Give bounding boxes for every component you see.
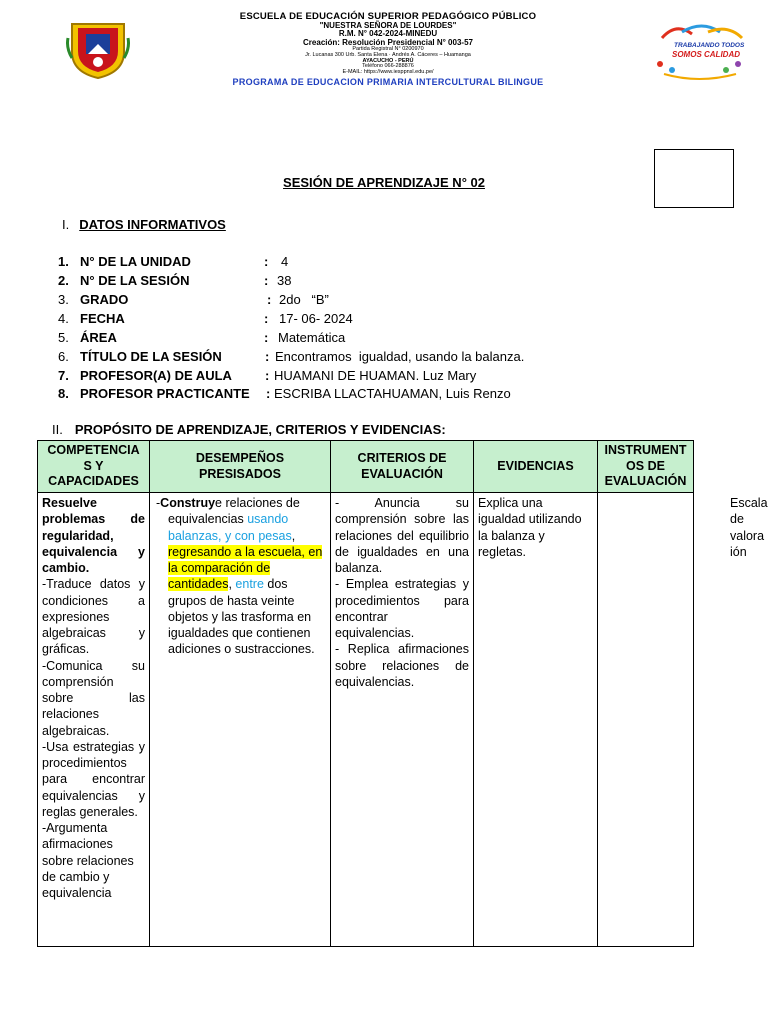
info-colon: : xyxy=(264,330,269,345)
email-line: E-MAIL: https://www.iesppnsl.edu.pe/ xyxy=(342,69,434,76)
evidencia-text: Explica una igualdad utilizando la balanza y regletas. xyxy=(478,496,582,559)
info-value: 4 xyxy=(281,254,289,269)
info-value: 2do “B” xyxy=(279,292,329,307)
rm-line: R.M. N° 042-2024-MINEDU xyxy=(338,29,438,39)
desempeno-part: , xyxy=(291,528,296,543)
info-label: N° DE LA UNIDAD xyxy=(80,254,191,269)
instrumento-overflow-text xyxy=(730,495,768,560)
desempeno-blue-text: usando balanzas, y con pesas xyxy=(168,512,292,543)
info-num: 6. xyxy=(58,349,69,364)
desempeno-text xyxy=(154,495,326,658)
instrumento-line: Escala xyxy=(730,496,768,510)
info-label: FECHA xyxy=(80,311,125,326)
info-label: N° DE LA SESIÓN xyxy=(80,273,190,288)
header-instrumentos: INSTRUMENT OS DE EVALUACIÓN xyxy=(598,441,694,493)
header-evidencias: EVIDENCIAS xyxy=(474,441,598,493)
slogan-line-1: TRABAJANDO TODOS xyxy=(674,42,745,49)
desempeno-highlight-text: regresando a la escuela, en la comparación de cantidades xyxy=(168,544,323,592)
address-line: Jr. Lucanas 300 Urb. Santa Elena · Andrés A. Cáceres – Huamanga xyxy=(305,51,471,58)
desempeno-blue-text: entre xyxy=(235,577,264,592)
table-row xyxy=(38,493,694,947)
criterios-cell xyxy=(331,493,474,947)
info-label: TÍTULO DE LA SESIÓN xyxy=(80,349,222,364)
info-colon: : xyxy=(264,311,269,326)
info-colon: : xyxy=(265,368,270,383)
info-label: PROFESOR(A) DE AULA xyxy=(80,368,232,383)
capacidad-item: -Usa estrategias y procedimientos para encontrar equivalencias y reglas generales. xyxy=(42,739,145,819)
desempeno-dash: - xyxy=(156,496,161,510)
info-num: 3. xyxy=(58,292,69,307)
competencias-cell xyxy=(38,493,150,947)
info-colon: : xyxy=(264,273,269,288)
criterio-item: - Replica afirmaciones sobre relaciones de equivalencias. xyxy=(335,642,469,689)
registry-line: Partida Registral N° 0200970 xyxy=(352,46,424,53)
institution-crest-logo xyxy=(66,18,130,80)
desempeno-part: dos grupos de hasta veinte objetos y las trasforma en igualdades que contienen adiciones o sustracciones. xyxy=(168,577,315,657)
creation-line: Creación: Resolución Presidencial N° 003-57 xyxy=(303,37,473,47)
header-criterios: CRITERIOS DE EVALUACIÓN xyxy=(331,441,474,493)
learning-purpose-table xyxy=(37,440,694,947)
header-competencias: COMPETENCIA S Y CAPACIDADES xyxy=(38,441,150,493)
section-1-heading xyxy=(62,217,226,232)
session-title: SESIÓN DE APRENDIZAJE N° 02 xyxy=(283,175,485,190)
section-1-number: I. xyxy=(62,217,70,232)
info-num: 8. xyxy=(58,386,69,401)
info-value: 38 xyxy=(277,273,292,288)
desempeno-cell xyxy=(150,493,331,947)
instrumento-line: ión xyxy=(730,544,747,559)
capacidad-item: -Traduce datos y condiciones a expresiones algebraicas y gráficas. xyxy=(42,577,145,657)
info-num: 4. xyxy=(58,311,69,326)
institution-header xyxy=(200,12,576,87)
slogan-line-2: SOMOS CALIDAD xyxy=(672,50,740,59)
info-value: Encontramos igualdad, usando la balanza. xyxy=(275,349,525,364)
program-line: PROGRAMA DE EDUCACION PRIMARIA INTERCULTURAL BILINGUE xyxy=(232,76,544,87)
info-num: 1. xyxy=(58,254,69,269)
info-colon: : xyxy=(265,349,270,364)
desempeno-part: e relaciones de equivalencias xyxy=(168,496,300,527)
table-header-row xyxy=(38,441,694,493)
competencia-title: Resuelve problemas de regularidad, equivalencia y cambio. xyxy=(42,496,145,575)
evidencias-cell xyxy=(474,493,598,947)
info-value: ESCRIBA LLACTAHUAMAN, Luis Renzo xyxy=(274,386,511,401)
section-1-title: DATOS INFORMATIVOS xyxy=(79,217,226,232)
instrumento-line: de xyxy=(730,512,744,527)
info-label: ÁREA xyxy=(80,330,117,345)
school-name-line: "NUESTRA SEÑORA DE LOURDES" xyxy=(319,20,457,30)
section-2-title: PROPÓSITO DE APRENDIZAJE, CRITERIOS Y EVIDENCIAS: xyxy=(74,422,446,437)
info-label: GRADO xyxy=(80,292,129,307)
info-colon: : xyxy=(267,292,272,307)
slogan-logo xyxy=(652,24,746,82)
section-2-heading xyxy=(52,422,446,437)
desempeno-verb: Construy xyxy=(160,496,216,510)
info-value: HUAMANI DE HUAMAN. Luz Mary xyxy=(274,368,477,383)
info-value: Matemática xyxy=(278,330,346,345)
info-colon: : xyxy=(266,386,271,401)
info-colon: : xyxy=(264,254,269,269)
city-line: AYACUCHO - PERÚ xyxy=(362,57,414,64)
criterio-item: - Emplea estrategias y procedimientos para encontrar equivalencias. xyxy=(335,577,469,640)
info-num: 2. xyxy=(58,273,69,288)
capacidad-item: -Argumenta afirmaciones sobre relaciones de cambio y equivalencia xyxy=(42,821,134,900)
info-num: 7. xyxy=(58,368,69,383)
info-label: PROFESOR PRACTICANTE xyxy=(80,386,250,401)
capacidad-item: -Comunica su comprensión sobre las relaciones algebraicas. xyxy=(42,658,145,738)
phone-line: Teléfono 066-288876 xyxy=(362,63,414,70)
info-num: 5. xyxy=(58,330,69,345)
desempeno-part: , xyxy=(228,577,236,592)
criterio-item: - Anuncia su comprensión sobre las relaciones del equilibrio de igualdades en una balanza. xyxy=(335,496,469,575)
header-desempenos: DESEMPEÑOS PRESISADOS xyxy=(150,441,331,493)
info-value: 17- 06- 2024 xyxy=(279,311,353,326)
section-2-number: II. xyxy=(52,422,63,437)
instrumento-line: valora xyxy=(730,528,765,543)
instrumentos-cell xyxy=(598,493,694,947)
school-line: ESCUELA DE EDUCACIÓN SUPERIOR PEDAGÓGICO PÚBLICO xyxy=(239,11,537,22)
